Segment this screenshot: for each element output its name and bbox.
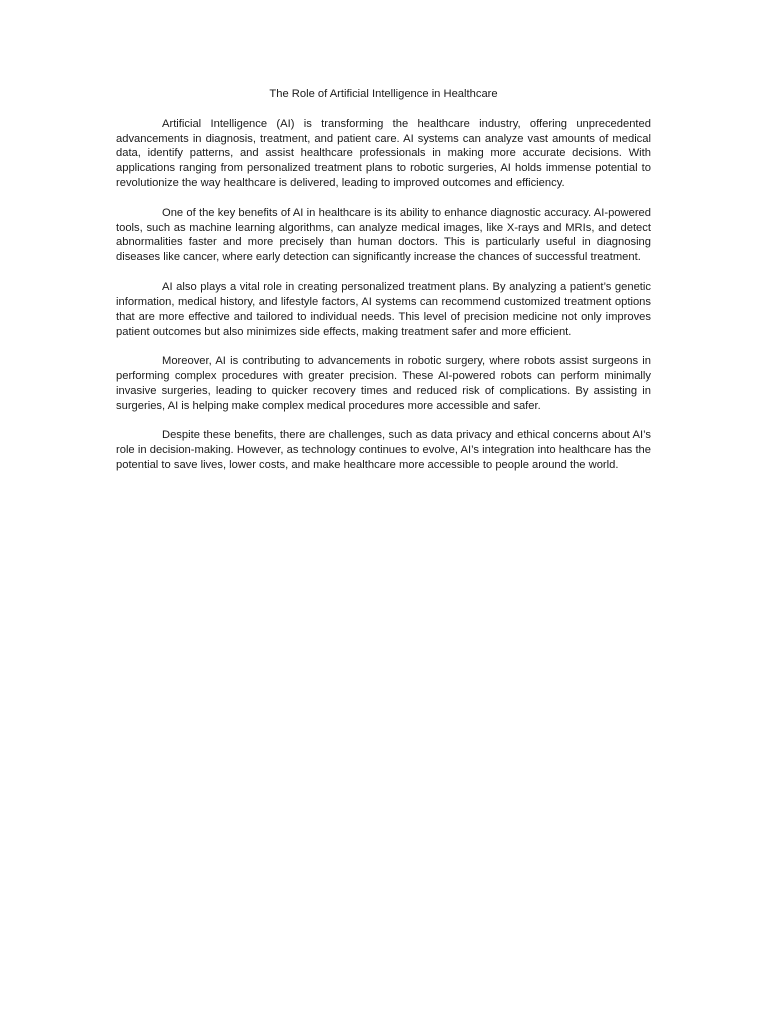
paragraph-diagnostics: One of the key benefits of AI in healthcare is its ability to enhance diagnostic accuracy. AI-powered tools, such as machine learning algorithms, can analyze medical images, like X-rays and MRIs, and detect abnormalities faster and more precisely than human doctors. This is particularly useful in diagnosing diseases like cancer, where early detection can significantly increase the chances of successful treatment.	[116, 206, 651, 264]
document-title: The Role of Artificial Intelligence in Healthcare	[269, 88, 498, 100]
document-body	[116, 87, 651, 488]
paragraph-robotic-surgery: Moreover, AI is contributing to advancements in robotic surgery, where robots assist surgeons in performing complex procedures with greater precision. These AI-powered robots can perform minimally invasive surgeries, leading to quicker recovery times and reduced risk of complications. By assisting in surgeries, AI is helping make complex medical procedures more accessible and safer.	[116, 355, 651, 412]
paragraph-introduction: Artificial Intelligence (AI) is transforming the healthcare industry, offering unprecedented advancements in diagnosis, treatment, and patient care. AI systems can analyze vast amounts of medical data, identify patterns, and assist healthcare professionals in making more accurate decisions. With applications ranging from personalized treatment plans to robotic surgeries, AI holds immense potential to revolutionize the way healthcare is delivered, leading to improved outcomes and efficiency.	[116, 117, 651, 190]
paragraph-personalized-treatment: AI also plays a vital role in creating personalized treatment plans. By analyzing a patient’s genetic information, medical history, and lifestyle factors, AI systems can recommend customized treatment options that are more effective and tailored to individual needs. This level of precision medicine not only improves patient outcomes but also minimizes side effects, making treatment safer and more efficient.	[116, 280, 651, 338]
paragraph-challenges: Despite these benefits, there are challenges, such as data privacy and ethical concerns about AI’s role in decision-making. However, as technology continues to evolve, AI’s integration into healthcare has the potential to save lives, lower costs, and make healthcare more accessible to people around the world.	[116, 429, 651, 472]
